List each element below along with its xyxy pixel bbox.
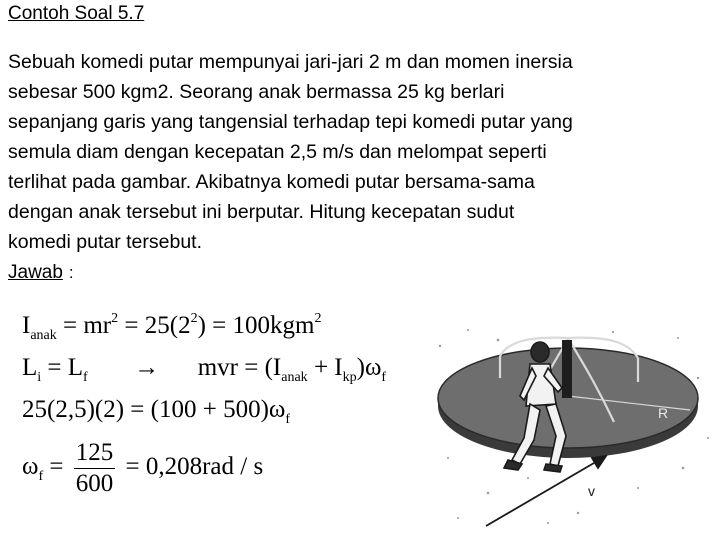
fraction xyxy=(74,438,116,499)
eq2-omega: )ω xyxy=(356,354,382,381)
problem-line: sepanjang garis yang tangensial terhadap tepi komedi putar yang xyxy=(8,111,573,133)
answer-label: Jawab xyxy=(8,262,63,283)
equation-angular-momentum xyxy=(22,354,387,385)
eq4-equals: = xyxy=(43,453,70,481)
eq2-subscript: anak xyxy=(281,370,308,385)
eq2-symbol: L xyxy=(22,354,38,381)
answer-heading xyxy=(8,262,74,284)
eq1-symbol: I xyxy=(22,312,31,339)
eq2-subscript: kp xyxy=(342,370,357,385)
eq1-exponent: 2 xyxy=(314,311,322,326)
eq2-subscript: i xyxy=(37,370,42,385)
eq1-result: ) = 100kgm xyxy=(197,312,315,339)
equation-substitution xyxy=(22,396,291,427)
eq2-subscript: f xyxy=(381,370,387,385)
merry-go-round-illustration xyxy=(428,318,714,536)
eq2-lhs: mvr = (I xyxy=(197,354,282,381)
eq4-result: = 0,208rad / s xyxy=(125,453,264,481)
equation-inertia-child xyxy=(22,311,322,343)
problem-line: komedi putar tersebut. xyxy=(8,231,203,253)
eq1-exponent: 2 xyxy=(111,311,119,326)
center-post xyxy=(562,340,572,398)
eq3-text: 25(2,5)(2) = (100 + 500)ω xyxy=(22,396,286,423)
problem-line: terlihat pada gambar. Akibatnya komedi putar bersama-sama xyxy=(8,171,535,193)
problem-text xyxy=(8,47,708,257)
eq3-subscript: f xyxy=(285,412,291,427)
velocity-label: v xyxy=(588,483,595,499)
problem-line: sebesar 500 kgm2. Seorang anak bermassa 25 kg berlari xyxy=(8,81,505,103)
implies-arrow-icon: → xyxy=(134,354,160,381)
eq4-omega: ω xyxy=(22,453,39,481)
problem-line: semula diam dengan kecepatan 2,5 m/s dan melompat seperti xyxy=(8,141,547,163)
fraction-denominator: 600 xyxy=(75,470,114,497)
equation-angular-velocity xyxy=(22,438,263,499)
eq1-exponent: 2 xyxy=(190,311,198,326)
eq1-middle: = 25(2 xyxy=(118,312,191,339)
problem-line: Sebuah komedi putar mempunyai jari-jari 2 m dan momen inersia xyxy=(8,51,573,73)
eq2-equals: = L xyxy=(41,354,84,381)
problem-line: dengan anak tersebut ini berputar. Hitung kecepatan sudut xyxy=(8,201,515,223)
eq2-subscript: f xyxy=(83,370,88,385)
eq1-subscript: anak xyxy=(30,328,57,343)
eq4-subscript: f xyxy=(38,469,44,485)
eq1-rest: = mr xyxy=(56,312,112,339)
answer-colon: : xyxy=(68,263,74,282)
eq2-plus: + I xyxy=(307,354,343,381)
radius-label: R xyxy=(658,405,669,421)
fraction-numerator: 125 xyxy=(74,438,116,469)
example-title: Contoh Soal 5.7 xyxy=(8,3,145,24)
